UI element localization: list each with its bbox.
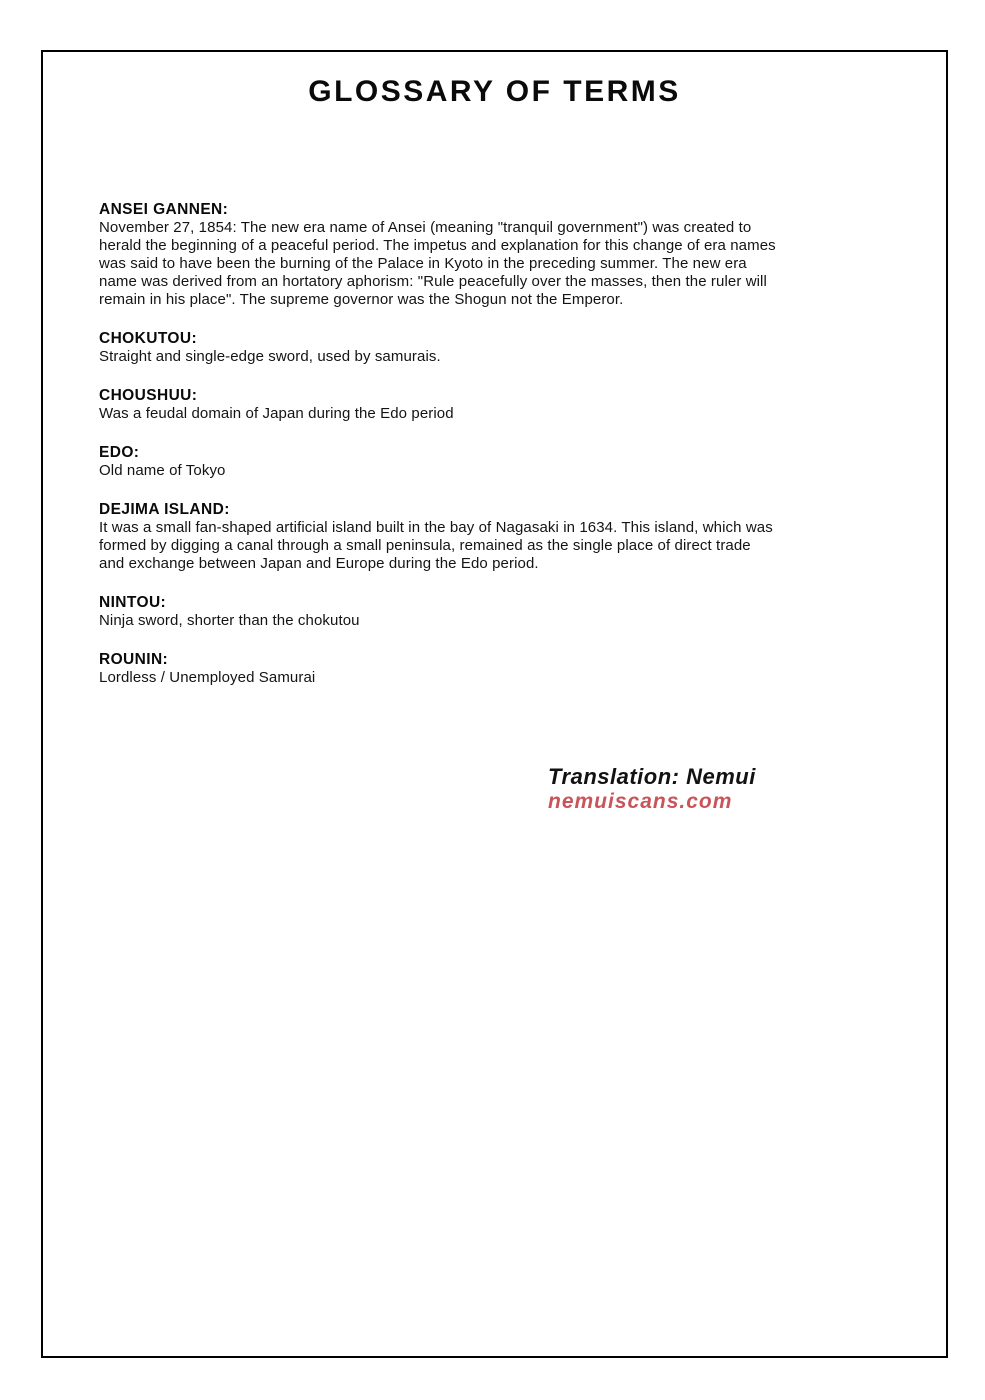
glossary-entry: [99, 330, 777, 366]
manga-page-frame: [41, 50, 948, 1358]
glossary-definition: Was a feudal domain of Japan during the Edo period: [99, 405, 454, 422]
glossary-term: CHOKUTOU:: [99, 330, 198, 347]
glossary-definition: It was a small fan-shaped artificial island built in the bay of Nagasaki in 1634. This island, which was formed by digging a canal through a small peninsula, remained as the single place of direct trade and exchange between Japan and Europe during the Edo period.: [99, 519, 773, 572]
glossary-term: ROUNIN:: [99, 651, 169, 668]
glossary-entry: [99, 594, 777, 630]
glossary-entry: [99, 651, 777, 687]
glossary-list: [99, 201, 777, 687]
credits-block: [548, 763, 946, 814]
glossary-term: DEJIMA ISLAND:: [99, 501, 230, 518]
glossary-term: CHOUSHUU:: [99, 387, 198, 404]
translation-credit: Translation: Nemui: [548, 764, 756, 789]
glossary-term: EDO:: [99, 444, 140, 461]
glossary-entry: [99, 444, 777, 480]
glossary-entry: [99, 201, 777, 309]
glossary-definition: Old name of Tokyo: [99, 462, 226, 479]
glossary-term: ANSEI GANNEN:: [99, 201, 229, 218]
glossary-definition: Ninja sword, shorter than the chokutou: [99, 612, 360, 629]
glossary-entry: [99, 501, 777, 573]
page-title: GLOSSARY OF TERMS: [308, 75, 681, 108]
glossary-entry: [99, 387, 777, 423]
glossary-definition: Lordless / Unemployed Samurai: [99, 669, 316, 686]
glossary-definition: November 27, 1854: The new era name of Ansei (meaning "tranquil government") was created to herald the beginning of a peaceful period. The impetus and explanation for this change of era names was said to have been the burning of the Palace in Kyoto in the preceding summer. The new era name was derived from an hortatory aphorism: "Rule peacefully over the masses, then the ruler will remain in his place". The supreme governor was the Shogun not the Emperor.: [99, 219, 776, 308]
glossary-term: NINTOU:: [99, 594, 167, 611]
scanlation-website-text: nemuiscans.com: [548, 790, 733, 813]
glossary-definition: Straight and single-edge sword, used by samurais.: [99, 348, 441, 365]
